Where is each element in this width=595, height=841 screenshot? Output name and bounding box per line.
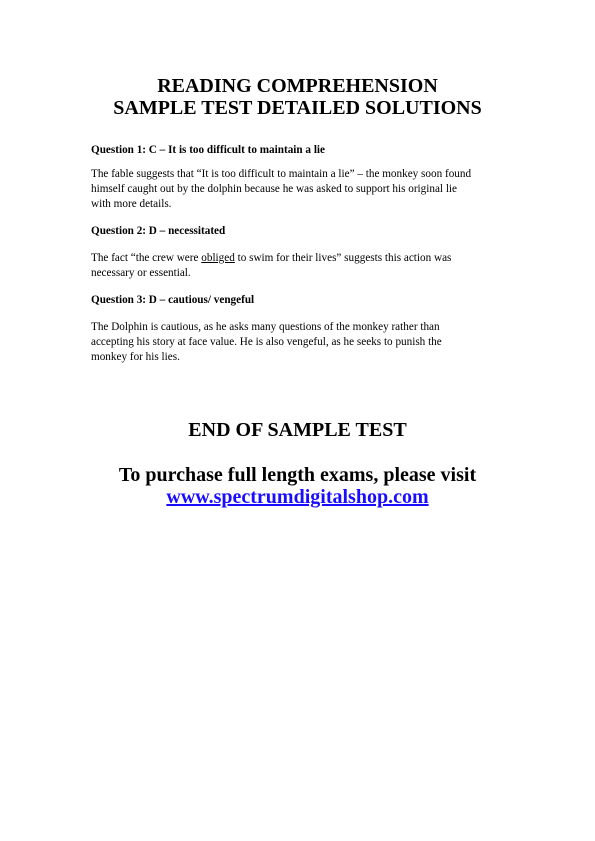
question-1-explanation-line-1: The fable suggests that “It is too difficult to maintain a lie” – the monkey soon found: [91, 168, 472, 180]
underlined-word: obliged: [201, 252, 235, 264]
question-2-text-prefix: The fact “the crew were: [91, 252, 202, 264]
question-1-explanation-line-2: himself caught out by the dolphin because he was asked to support his original lie: [91, 183, 458, 195]
question-3-heading: Question 3: D – cautious/ vengeful: [91, 294, 255, 306]
question-2-explanation-line-1: [91, 251, 511, 266]
question-3-explanation-line-1: The Dolphin is cautious, as he asks many questions of the monkey rather than: [91, 321, 440, 333]
question-3-explanation-line-3: monkey for his lies.: [91, 351, 180, 363]
question-2-explanation: [91, 251, 511, 281]
shop-link-container: [0, 485, 595, 509]
question-1-heading: Question 1: C – It is too difficult to maintain a lie: [91, 144, 326, 156]
shop-link[interactable]: www.spectrumdigitalshop.com: [166, 486, 429, 508]
question-1-explanation-line-3: with more details.: [91, 198, 172, 210]
document-title-line-1: READING COMPREHENSION: [157, 75, 438, 97]
document-title-line-2: SAMPLE TEST DETAILED SOLUTIONS: [113, 97, 482, 119]
question-2-heading: Question 2: D – necessitated: [91, 225, 226, 237]
end-of-test-heading: END OF SAMPLE TEST: [188, 419, 407, 441]
question-1-explanation: [91, 167, 511, 212]
purchase-prompt: To purchase full length exams, please visit: [118, 464, 477, 486]
question-2-text-suffix: to swim for their lives” suggests this action was: [234, 252, 452, 264]
question-2-explanation-line-2: necessary or essential.: [91, 267, 191, 279]
question-3-explanation: [91, 320, 511, 365]
question-3-explanation-line-2: accepting his story at face value. He is also vengeful, as he seeks to punish the: [91, 336, 442, 348]
